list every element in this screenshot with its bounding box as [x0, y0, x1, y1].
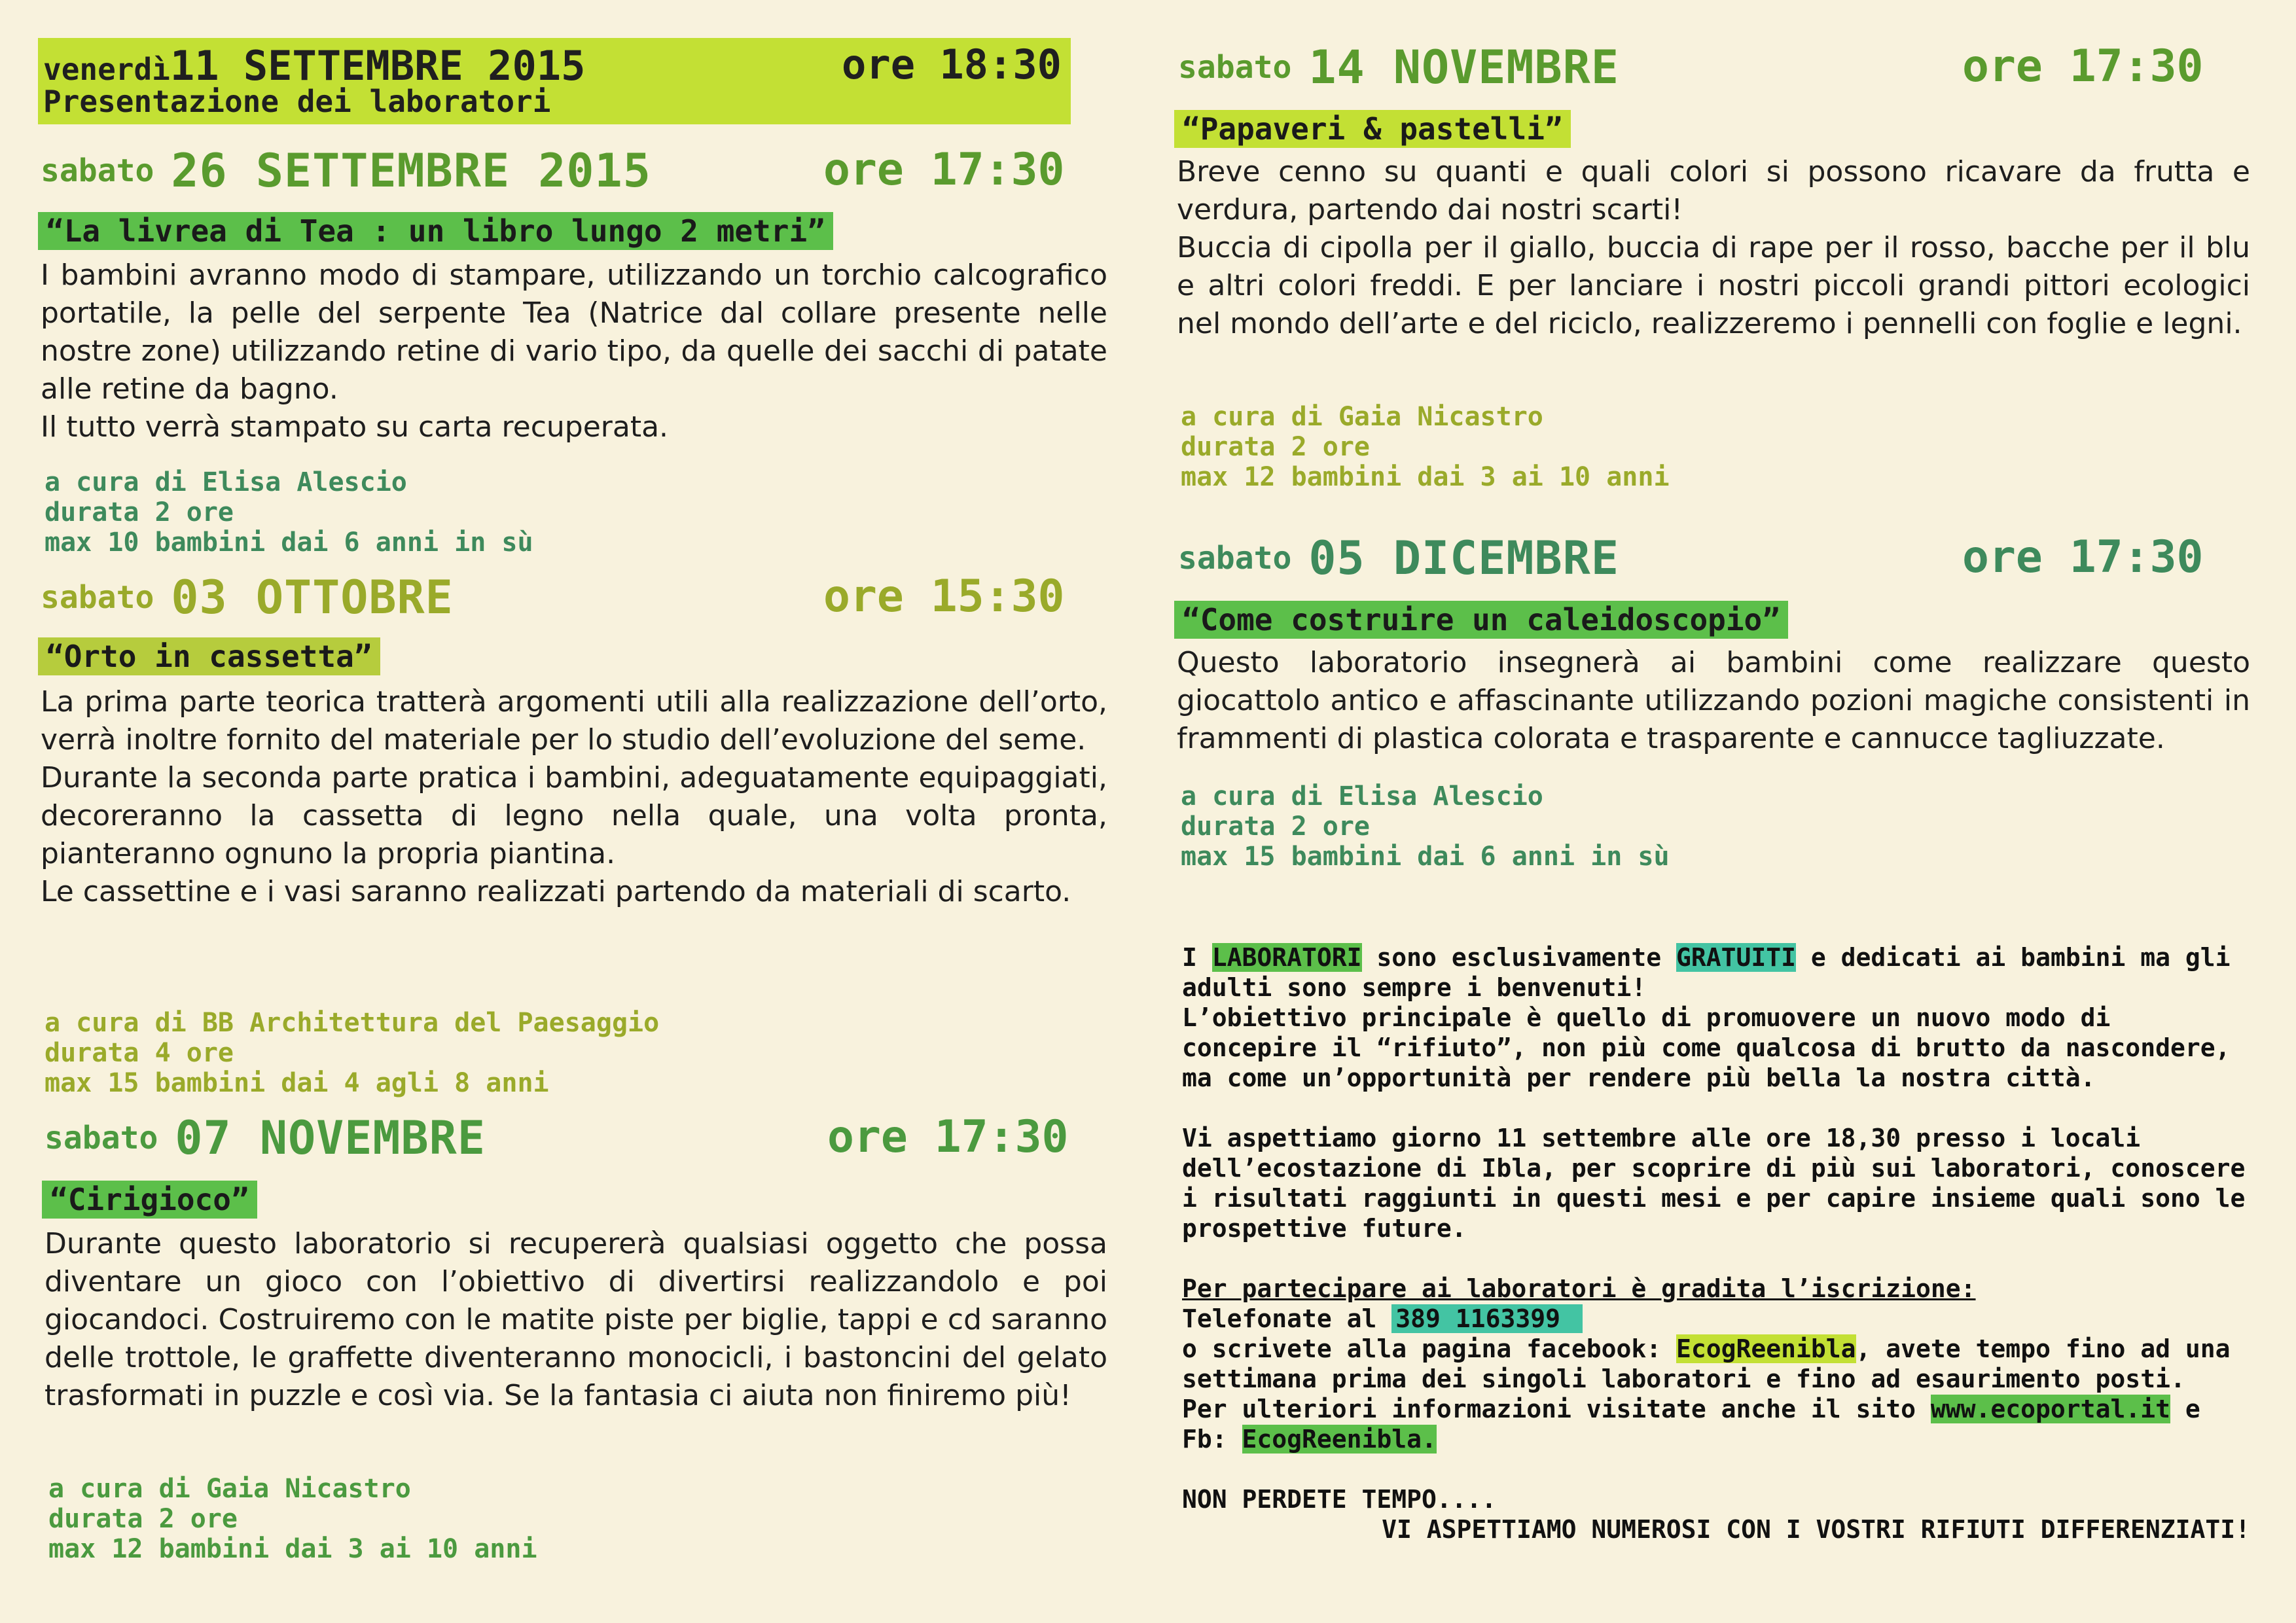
info-paragraph: Vi aspettiamo giorno 11 settembre alle ore 18,30 presso i locali dell’ecostazione di Ibla, per scoprire di più sui laboratori, conoscere i risultati raggiunti in questi mesi e per capire insieme quali sono le prospettive future.: [1182, 1124, 2246, 1243]
event-meta: [1181, 402, 1670, 492]
intro-subtitle: Presentazione dei laboratori: [43, 84, 551, 119]
event-date-line: [41, 144, 1071, 196]
spacer: [1182, 1093, 2250, 1123]
event-day: sabato: [45, 1120, 158, 1156]
event-title: “La livrea di Tea : un libro lungo 2 metri”: [38, 212, 833, 250]
event-capacity: max 12 bambini dai 3 ai 10 anni: [1181, 462, 1670, 492]
event-capacity: max 10 bambini dai 6 anni in sù: [45, 527, 533, 558]
laboratori-highlight: LABORATORI: [1211, 943, 1362, 972]
event-date-line: [1178, 41, 2209, 93]
facebook-link[interactable]: EcogReenibla: [1676, 1334, 1856, 1363]
info-paragraph: L’obiettivo principale è quello di promuovere un nuovo modo di concepire il “rifiuto”, non più come qualcosa di brutto da nascondere, ma come un’opportunità per rendere più bella la nostra città.: [1182, 1003, 2231, 1092]
event-paragraph: Durante questo laboratorio si recupererà qualsiasi oggetto che possa diventare un gioco con l’obiettivo di divertirsi realizzandolo e poi giocandoci. Costruiremo con le matite piste per biglie, tappi e cd saranno delle trottole, le graffette diventeranno monocicli, i bastoncini del gelato trasformati in puzzle e così via. Se la fantasia ci aiuta non finiremo più!: [45, 1227, 1107, 1412]
gratuiti-highlight: GRATUITI: [1676, 943, 1797, 972]
event-paragraph: Le cassettine e i vasi saranno realizzati partendo da materiali di scarto.: [41, 875, 1071, 908]
event-time: ore 17:30: [1962, 41, 2204, 92]
intro-banner: [38, 38, 1071, 124]
info-text: Per ulteriori informazioni visitate anche il sito: [1182, 1395, 1931, 1423]
event-day: sabato: [41, 579, 154, 616]
event-curator: a cura di BB Architettura del Paesaggio: [45, 1008, 660, 1038]
event-capacity: max 12 bambini dai 3 ai 10 anni: [48, 1534, 537, 1564]
event-description: [45, 1225, 1107, 1415]
event-time: ore 15:30: [823, 571, 1065, 622]
event-date-line: [45, 1111, 1075, 1164]
event-duration: durata 2 ore: [1181, 432, 1370, 462]
event-curator: a cura di Gaia Nicastro: [48, 1474, 411, 1504]
phone-number[interactable]: 389 1163399: [1391, 1304, 1583, 1333]
event-date-line: [41, 571, 1071, 623]
event-date: 03 OTTOBRE: [171, 571, 454, 624]
event-capacity: max 15 bambini dai 4 agli 8 anni: [45, 1068, 549, 1098]
event-paragraph: I bambini avranno modo di stampare, utilizzando un torchio calcografico portatile, la pelle del serpente Tea (Natrice dal collare presente nelle nostre zone) utilizzando retine di vario tipo, da quelle dei sacchi di patate alle retine da bagno.: [41, 259, 1107, 406]
event-time: ore 17:30: [1962, 531, 2204, 583]
event-duration: durata 2 ore: [1181, 812, 1370, 842]
event-date-line: [1178, 531, 2209, 584]
event-description: [41, 683, 1107, 911]
closing-line-1: NON PERDETE TEMPO....: [1182, 1485, 1497, 1514]
event-meta: [45, 1008, 659, 1098]
event-duration: durata 2 ore: [48, 1504, 238, 1534]
info-text: e dedicati ai bambini ma gli adulti sono sempre i benvenuti!: [1182, 943, 2231, 1002]
event-day: sabato: [1178, 540, 1292, 577]
event-paragraph: Durante la seconda parte pratica i bambini, adeguatamente equipaggiati, decoreranno la cassetta di legno nella quale, una volta pronta, pianteranno ognuno la propria piantina.: [41, 761, 1107, 870]
event-paragraph: Buccia di cipolla per il giallo, buccia di rape per il rosso, bacche per il blu e altri colori freddi. E per lanciare i nostri piccoli grandi pittori ecologici nel mondo dell’arte e del riciclo, realizzeremo i pennelli con foglie e legni.: [1177, 231, 2250, 340]
event-capacity: max 15 bambini dai 6 anni in sù: [1181, 842, 1670, 872]
event-meta: [45, 467, 533, 558]
event-duration: durata 2 ore: [45, 497, 234, 527]
facebook-link-2[interactable]: EcogReenibla.: [1242, 1425, 1437, 1454]
event-meta: [1181, 781, 1670, 872]
event-duration: durata 4 ore: [45, 1038, 234, 1068]
intro-day: venerdì: [43, 52, 170, 87]
event-date: 26 SETTEMBRE 2015: [171, 144, 651, 198]
info-text: Telefonate al: [1182, 1304, 1392, 1333]
info-text: , avete tempo fino ad una settimana prima dei singoli laboratori e fino ad esaurimento posti.: [1182, 1334, 2231, 1393]
event-title: “Come costruire un caleidoscopio”: [1174, 601, 1788, 639]
info-paragraph: [1182, 1394, 2250, 1454]
website-link[interactable]: www.ecoportal.it: [1930, 1395, 2170, 1423]
event-meta: [48, 1474, 537, 1564]
phone-line: [1182, 1304, 2250, 1334]
event-paragraph: Breve cenno su quanti e quali colori si possono ricavare da frutta e verdura, partendo dai nostri scarti!: [1177, 155, 2250, 226]
info-text: o scrivete alla pagina facebook:: [1182, 1334, 1676, 1363]
event-curator: a cura di Gaia Nicastro: [1181, 402, 1543, 432]
event-day: sabato: [41, 152, 154, 189]
registration-text: Per partecipare ai laboratori è gradita l’iscrizione:: [1182, 1274, 1976, 1303]
intro-date: 11 SETTEMBRE 2015: [170, 42, 586, 90]
event-description: [41, 257, 1107, 446]
info-block: [1182, 942, 2250, 1544]
event-date: 07 NOVEMBRE: [175, 1111, 486, 1165]
info-text: e Fb:: [1182, 1395, 2200, 1454]
event-date: 14 NOVEMBRE: [1308, 41, 1619, 94]
event-curator: a cura di Elisa Alescio: [1181, 781, 1543, 812]
closing-line-2: VI ASPETTIAMO NUMEROSI CON I VOSTRI RIFIUTI DIFFERENZIATI!: [1382, 1515, 2250, 1544]
event-curator: a cura di Elisa Alescio: [45, 467, 407, 497]
info-text: sono esclusivamente: [1361, 943, 1676, 972]
event-paragraph: Questo laboratorio insegnerà ai bambini come realizzare questo giocattolo antico e affascinante utilizzando pozioni magiche consistenti in frammenti di plastica colorata e trasparente e cannucce tagliuzzate.: [1177, 646, 2250, 755]
event-title: “Orto in cassetta”: [38, 637, 380, 675]
intro-time: ore 18:30: [842, 41, 1062, 88]
event-time: ore 17:30: [827, 1111, 1069, 1163]
spacer: [1182, 1243, 2250, 1274]
event-paragraph: La prima parte teorica tratterà argomenti utili alla realizzazione dell’orto, verrà inoltre fornito del materiale per lo studio dell’evoluzione del seme.: [41, 685, 1107, 757]
registration-heading: [1182, 1274, 2250, 1304]
info-paragraph: [1182, 942, 2250, 1003]
event-date: 05 DICEMBRE: [1308, 531, 1619, 585]
event-time: ore 17:30: [823, 144, 1065, 196]
event-paragraph: Il tutto verrà stampato su carta recuperata.: [41, 410, 669, 444]
info-paragraph: [1182, 1334, 2250, 1394]
info-text: I: [1182, 943, 1212, 972]
event-title: “Papaveri & pastelli”: [1174, 110, 1571, 148]
event-description: [1177, 644, 2250, 758]
event-day: sabato: [1178, 49, 1292, 86]
event-title: “Cirigioco”: [42, 1181, 257, 1219]
spacer: [1182, 1454, 2250, 1484]
event-description: [1177, 153, 2250, 343]
